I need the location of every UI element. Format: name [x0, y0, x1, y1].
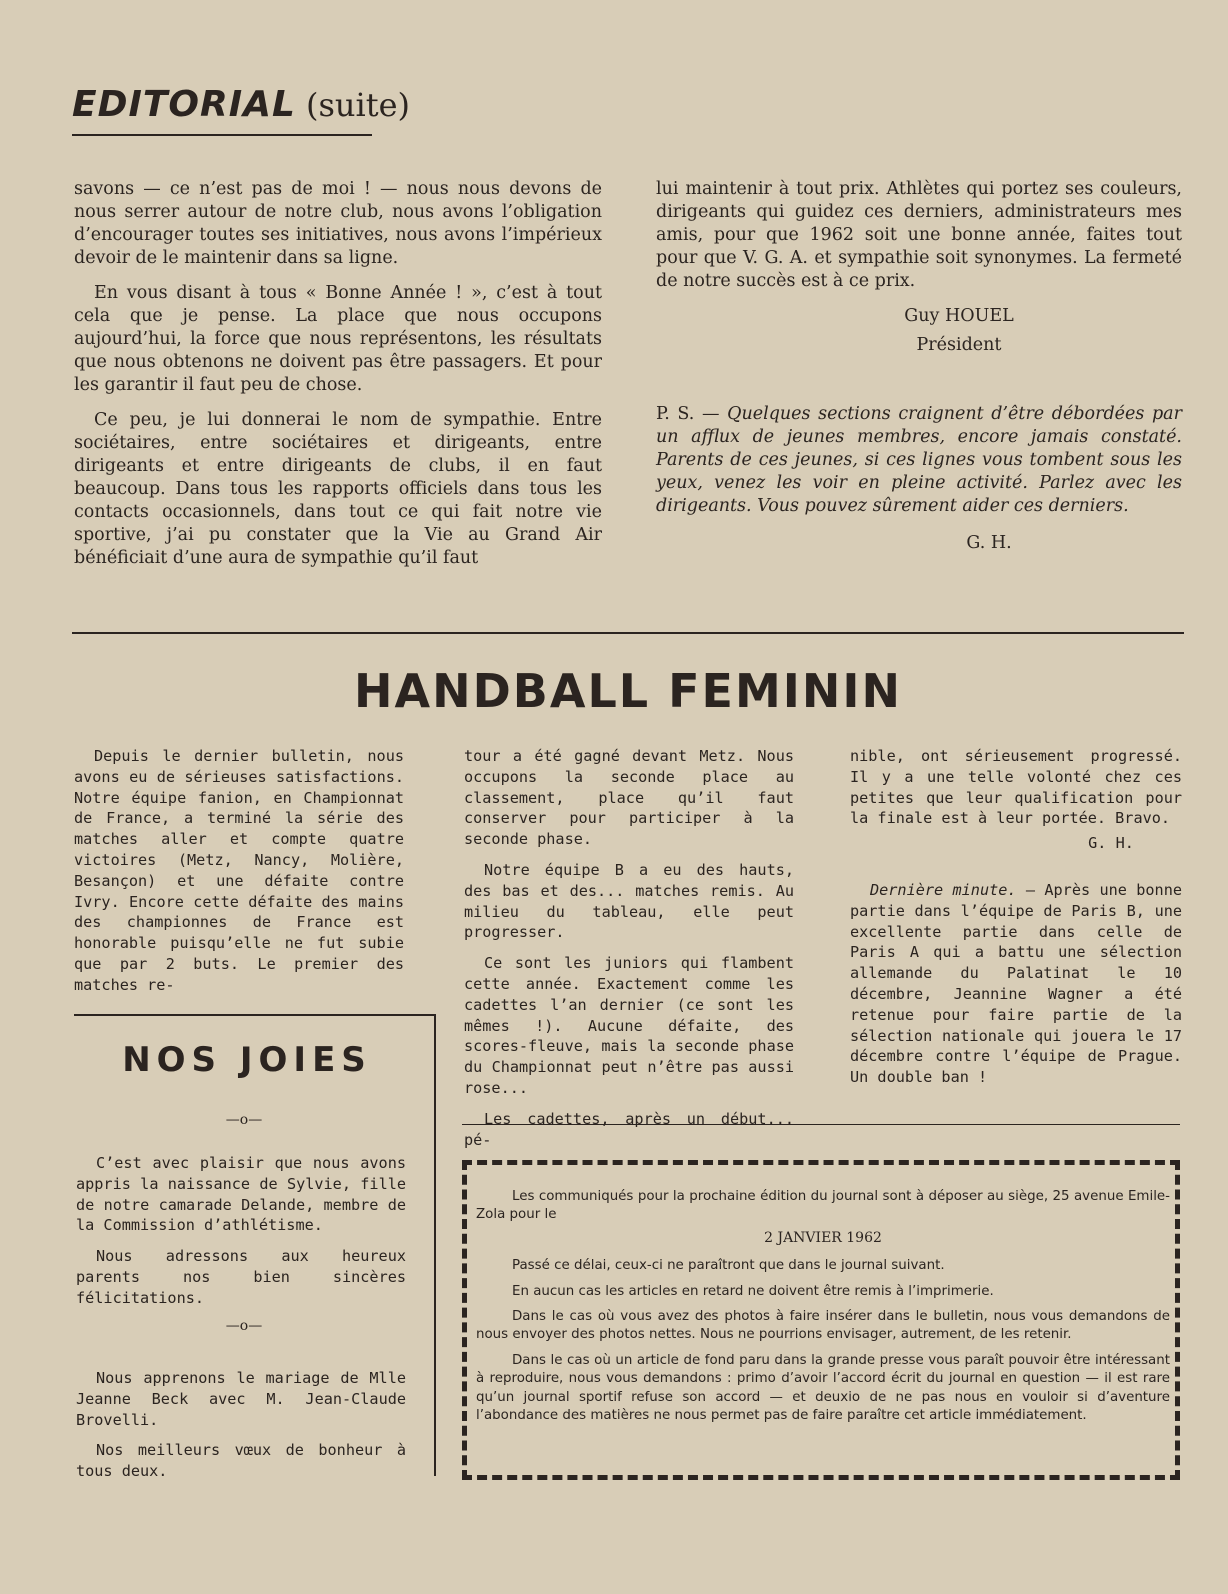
last-minute-label: Dernière minute.: [870, 880, 1017, 899]
handball-column-2: [464, 746, 794, 1160]
joies-paragraph: C’est avec plaisir que nous avons appris la naissance de Sylvie, fille de notre camarade Delande, membre de la Commission d’athlétisme.: [76, 1154, 406, 1235]
notice-date: 2 JANVIER 1962: [764, 1229, 882, 1246]
nos-joies-birth: [76, 1153, 406, 1319]
signature-name: Guy HOUEL: [904, 306, 1014, 326]
editorial-paragraph: En vous disant à tous « Bonne Année ! », c’est à tout cela que je pense. La place que nous occupons aujourd’hui, la force que nous représentons, les résultats que nous obtenons ne doivent pas être passagers. Et pour les garantir il faut peu de chose.: [74, 283, 602, 395]
last-minute-paragraph: [850, 880, 1182, 1088]
handball-paragraph: Ce sont les juniors qui flambent cette année. Exactement comme les cadettes l’an dernier (ce sont les mêmes !). Aucune défaite, des scores-fleuve, mais la seconde phase du Championnat peut n’être pas aussi rose...: [464, 954, 794, 1097]
handball-paragraph: nible, ont sérieusement progressé. Il y a une telle volonté chez ces petites que leur qualification pour la finale est à leur portée. Bravo.: [850, 747, 1182, 828]
editorial-title-suite: (suite): [305, 86, 410, 124]
separator: —o—: [225, 1112, 263, 1128]
editorial-paragraph: Ce peu, je lui donnerai le nom de sympathie. Entre sociétaires, entre sociétaires et dirigeants, entre dirigeants et entre dirigeants de clubs, il en faut beaucoup. Dans tous les rapports officiels dans tous les contacts occasionnels, dans tout ce qui fait notre vie sportive, j’ai pu constater que la Vie au Grand Air bénéficiait d’une aura de sympathie qu’il faut: [74, 410, 602, 568]
postscript-text: Quelques sections craignent d’être débordées par un afflux de jeunes membres, encore jamais constaté. Parents de ces jeunes, si ces lignes vous tombent sous les yeux, venez les voir en pleine activité. Parlez avec les dirigeants. Vous pouvez sûrement aider ces derniers.: [656, 404, 1182, 516]
editorial-paragraph: lui maintenir à tout prix. Athlètes qui portez ses couleurs, dirigeants qui guidez ces derniers, administrateurs mes amis, pour que 1962 soit une bonne année, faites tout pour que V. G. A. et sympathie soit synonymes. La fermeté de notre succès est à ce prix.: [656, 179, 1182, 291]
joies-paragraph: Nous apprenons le mariage de Mlle Jeanne Beck avec M. Jean-Claude Brovelli.: [76, 1369, 406, 1429]
handball-paragraph: Les cadettes, après un début... pé-: [464, 1109, 794, 1149]
joies-paragraph: Nous adressons aux heureux parents nos bien sincères félicitations.: [76, 1247, 406, 1307]
postscript-label: P. S. —: [656, 404, 720, 424]
notice-paragraph: Dans le cas où un article de fond paru dans la grande presse vous paraît pouvoir être intéressant à reproduire, nous vous demandons : primo d’avoir l’accord écrit du journal en question — il est rare qu’un journal sportif refuse son accord — et deuxio de ne pas nous en vouloir si d’aventure l’abondance des matières ne nous permet pas de faire paraître cet article immédiatement.: [476, 1352, 1170, 1424]
nos-joies-title: NOS JOIES: [122, 1040, 372, 1080]
handball-paragraph: Depuis le dernier bulletin, nous avons eu de sérieuses satisfactions. Notre équipe fanion, en Championnat de France, a terminé la série des matches aller et compte quatre victoires (Metz, Nancy, Molière, Besançon) et une défaite contre Ivry. Encore cette défaite des mains des championnes de France est honorable puisqu’elle ne fut subie que par 2 buts. Le premier des matches re-: [74, 747, 404, 994]
handball-initials: G. H.: [1088, 834, 1134, 853]
postscript: [656, 403, 1182, 518]
editorial-heading: [72, 84, 410, 136]
notice-paragraph: Passé ce délai, ceux-ci ne paraîtront que dans le journal suivant.: [512, 1258, 945, 1274]
postscript-initials: G. H.: [966, 533, 1012, 553]
last-minute-text: — Après une bonne partie dans l’équipe de Paris B, une excellente partie dans celle de Paris A qui a battu une sélection allemande du Palatinat le 10 décembre, Jeannine Wagner a été retenue pour faire partie de la sélection nationale qui jouera le 17 décembre contre l’équipe de Prague. Un double ban !: [850, 880, 1182, 1087]
handball-column-3: [850, 746, 1182, 1098]
handball-column-1: [74, 746, 404, 1006]
notice-paragraph: Dans le cas où vous avez des photos à faire insérer dans le bulletin, nous vous demandons de nous envoyer des photos nettes. Nous ne pourrions envisager, autrement, de les retenir.: [476, 1309, 1170, 1343]
handball-paragraph: Notre équipe B a eu des hauts, des bas et des... matches remis. Au milieu du tableau, elle peut progresser.: [464, 860, 794, 942]
notice-divider: [462, 1124, 1180, 1125]
notice-box: [476, 1188, 1170, 1432]
editorial-left-column: [74, 178, 602, 582]
handball-paragraph: tour a été gagné devant Metz. Nous occupons la seconde place au classement, place qu’il faut conserver pour participer à la seconde phase.: [464, 747, 794, 849]
section-divider: [72, 632, 1184, 634]
separator: —o—: [225, 1318, 263, 1334]
signature-role: Président: [916, 335, 1002, 355]
notice-paragraph: En aucun cas les articles en retard ne doivent être remis à l’imprimerie.: [512, 1283, 994, 1299]
notice-paragraph: Les communiqués pour la prochaine édition du journal sont à déposer au siège, 25 avenue Emile-Zola pour le: [476, 1189, 1170, 1223]
editorial-paragraph: savons — ce n’est pas de moi ! — nous nous devons de nous serrer autour de notre club, nous avons l’obligation d’encourager toutes ses initiatives, nous avons l’impérieux devoir de le maintenir dans sa ligne.: [74, 179, 602, 268]
nos-joies-wedding: [76, 1368, 406, 1492]
editorial-right-column: [656, 178, 1182, 555]
joies-paragraph: Nos meilleurs vœux de bonheur à tous deux.: [76, 1441, 406, 1481]
editorial-title: EDITORIAL: [72, 84, 296, 125]
handball-title: HANDBALL FEMININ: [354, 664, 902, 718]
